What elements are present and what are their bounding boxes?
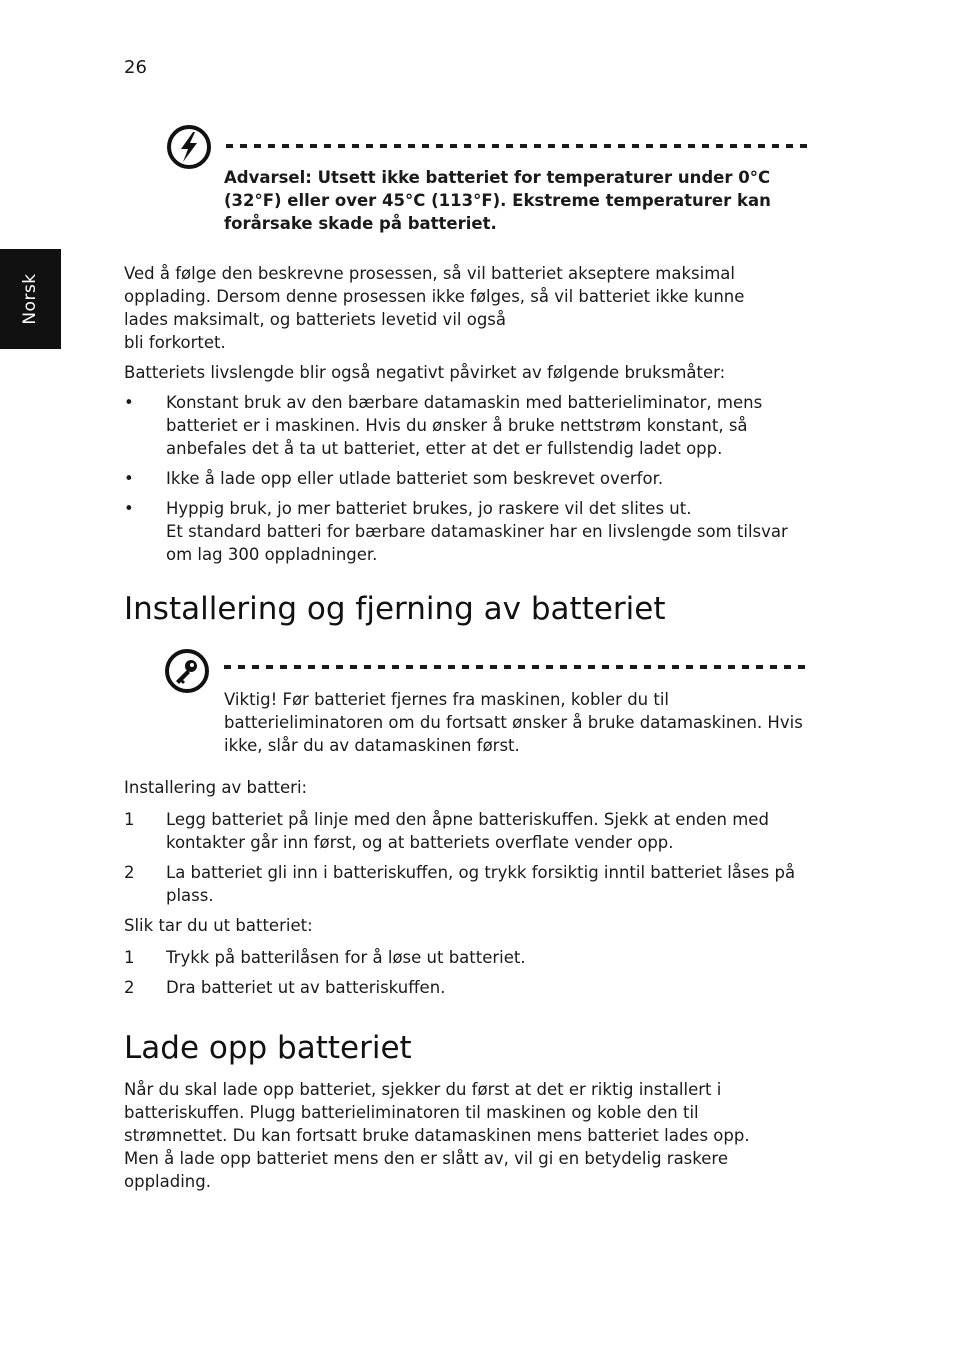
paragraph-continued: bli forkortet. [124,333,226,352]
language-tab-label: Norsk [20,273,40,325]
bullet-item [124,391,814,460]
step-number: 2 [124,978,135,997]
important-note [224,688,804,757]
numbered-item [124,861,814,907]
key-important-icon [164,648,210,694]
important-text: Før batteriet fjernes fra maskinen, kobler du til batterieliminatoren om du fortsatt ønsker å bruke datamaskinen. Hvis ikke, slår du av datamaskinen først. [224,690,803,755]
warning-note [224,166,794,235]
language-tab [0,249,61,349]
step-number: 1 [124,948,135,967]
step-text: La batteriet gli inn i batteriskuffen, og trykk forsiktig inntil batteriet låses på plass. [166,863,796,905]
note-divider [224,665,806,669]
paragraph: Ved å følge den beskrevne prosessen, så vil batteriet akseptere maksimal opplading. Dersom denne prosessen ikke følges, så vil batteriet ikke kunne lades maksimalt, og batteriets levetid vil også [124,264,745,329]
bullet-item [124,467,814,490]
numbered-item [124,976,814,999]
warning-text: Advarsel: Utsett ikke batteriet for temperaturer under 0°C (32°F) eller over 45°C (113°F). Ekstreme temperaturer kan forårsake skade på batteriet. [224,168,771,233]
numbered-item [124,808,814,854]
bullet-text: Hyppig bruk, jo mer batteriet brukes, jo raskere vil det slites ut. [166,499,692,518]
list-intro: Installering av batteri: [124,778,308,797]
important-label: Viktig! [224,690,278,709]
paragraph: Når du skal lade opp batteriet, sjekker du først at det er riktig installert i batteriskuffen. Plugg batterieliminatoren til maskinen og koble den til strømnettet. Du kan fortsatt bruke datamaskinen mens batteriet lades opp. Men å lade opp batteriet mens den er slått av, vil gi en betydelig raskere opplading. [124,1080,750,1191]
page-number: 26 [124,57,147,78]
bullet-text: Ikke å lade opp eller utlade batteriet som beskrevet overfor. [166,469,664,488]
list-intro: Slik tar du ut batteriet: [124,916,313,935]
section-heading: Lade opp batteriet [124,1030,412,1066]
bullet-marker: • [124,469,134,488]
paragraph: Batteriets livslengde blir også negativt påvirket av følgende bruksmåter: [124,363,726,382]
bullet-marker: • [124,393,134,412]
bullet-text: Konstant bruk av den bærbare datamaskin med batterieliminator, mens batteriet er i maskinen. Hvis du ønsker å bruke nettstrøm konstant, så anbefales det å ta ut batteriet, etter at det er fullstendig ladet opp. [166,393,763,458]
bullet-item [124,497,814,566]
step-number: 2 [124,863,135,882]
bullet-marker: • [124,499,134,518]
step-text: Legg batteriet på linje med den åpne batteriskuffen. Sjekk at enden med kontakter går inn først, og at batteriets overflate vender opp. [166,810,769,852]
step-text: Trykk på batterilåsen for å løse ut batteriet. [166,948,526,967]
note-divider [226,144,810,148]
numbered-item [124,946,814,969]
lightning-warning-icon [166,124,212,170]
step-text: Dra batteriet ut av batteriskuffen. [166,978,446,997]
bullet-text-extra: Et standard batteri for bærbare datamaskiner har en livslengde som tilsvar om lag 300 oppladninger. [166,522,788,564]
section-heading: Installering og fjerning av batteriet [124,591,666,627]
step-number: 1 [124,810,135,829]
